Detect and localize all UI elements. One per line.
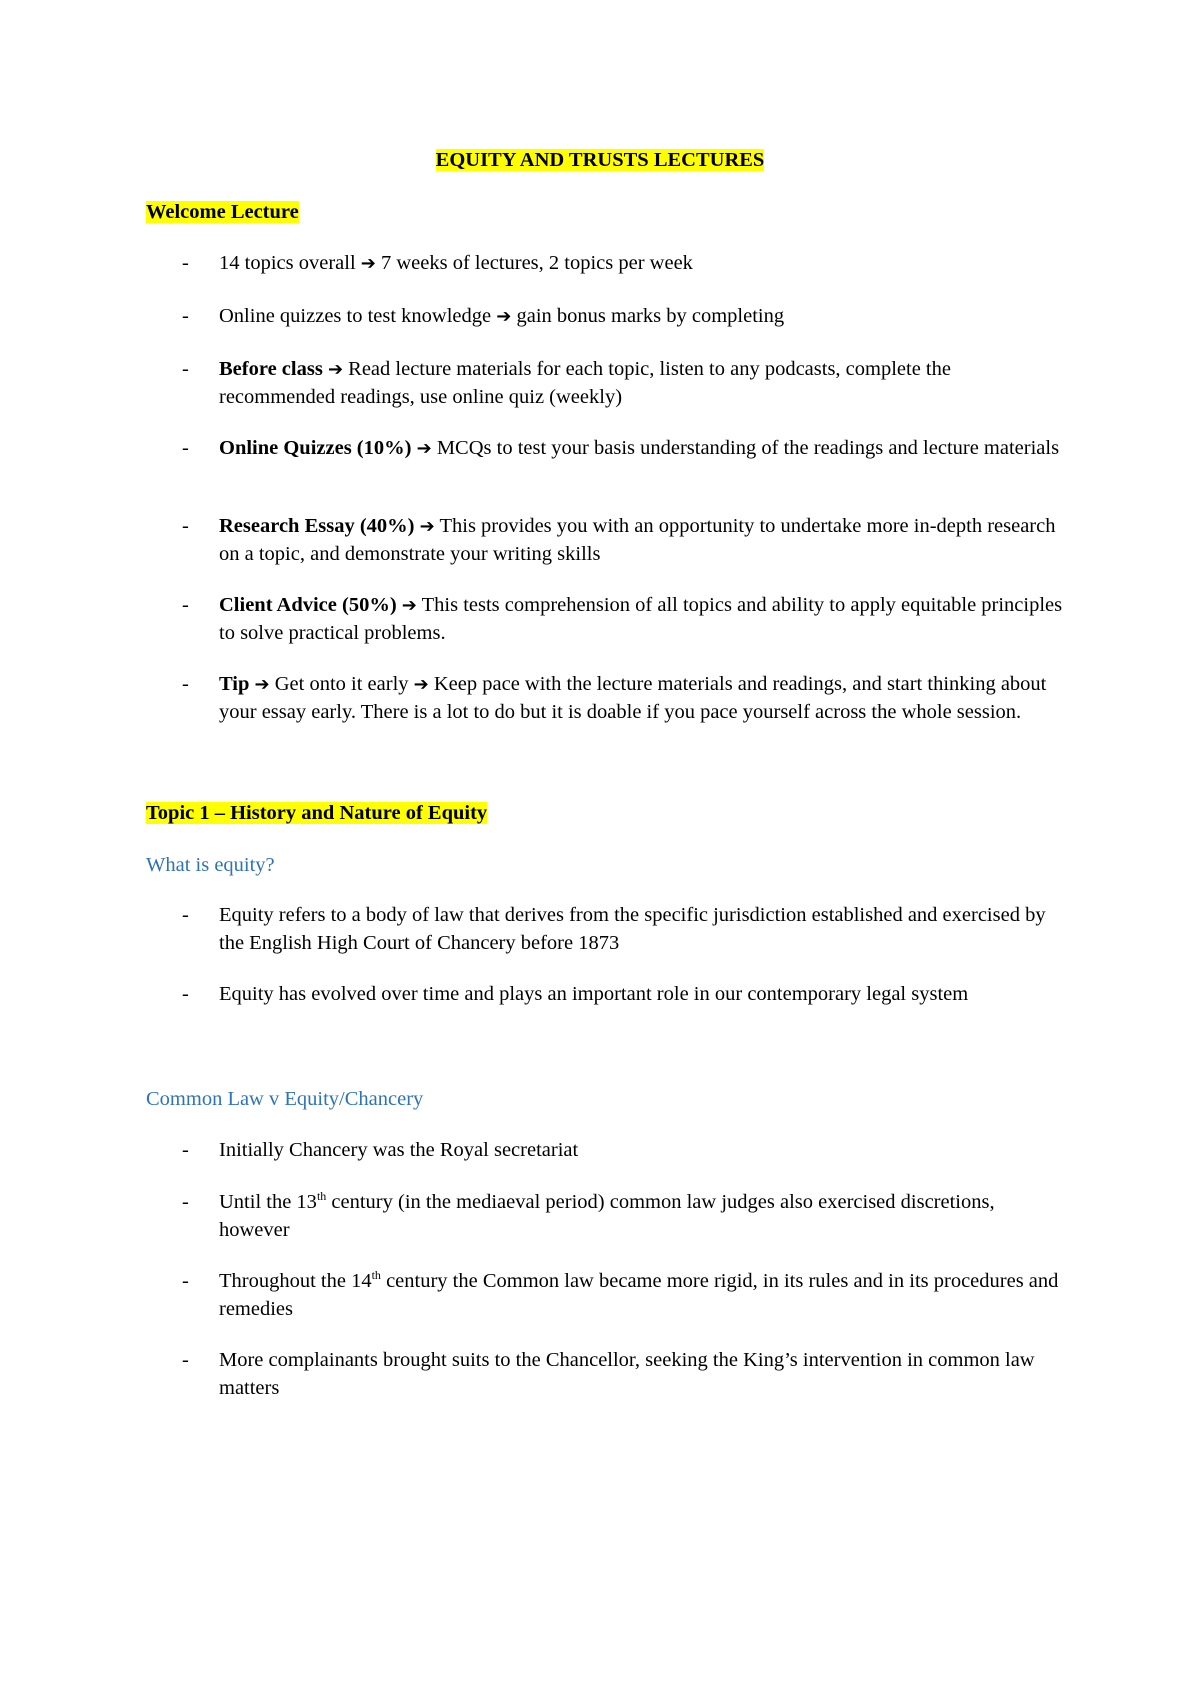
bullet-dash: -	[182, 252, 189, 274]
item-text: This provides you with an opportunity to undertake more in-depth research on a topic, and demonstrate your writing skills	[219, 515, 1056, 565]
list-item	[146, 513, 1066, 568]
bullet-dash: -	[182, 1139, 189, 1161]
bullet-dash: -	[182, 673, 189, 695]
topic1-heading-text: Topic 1 – History and Nature of Equity	[146, 802, 488, 824]
item-lead: Client Advice (50%)	[219, 594, 397, 616]
list-item	[146, 902, 1066, 957]
item-text: Keep pace with the lecture materials and readings, and start thinking about your essay early. There is a lot to do but it is doable if you pace yourself across the whole session.	[219, 673, 1047, 723]
arrow-icon: ➔	[401, 595, 417, 616]
item-text: Equity refers to a body of law that derives from the specific jurisdiction established and exercised by the English High Court of Chancery before 1873	[219, 904, 1046, 954]
item-text: Until the 13	[219, 1191, 317, 1213]
what-is-equity-heading: What is equity?	[146, 854, 275, 876]
item-text: Get onto it early	[274, 673, 409, 695]
arrow-icon: ➔	[360, 253, 376, 274]
item-text: century the Common law became more rigid, in its rules and in its procedures and remedies	[219, 1270, 1059, 1320]
arrow-icon: ➔	[496, 306, 512, 327]
bullet-dash: -	[182, 437, 189, 459]
bullet-dash: -	[182, 358, 189, 380]
document-title-text: EQUITY AND TRUSTS LECTURES	[435, 149, 765, 171]
item-text: 14 topics overall	[219, 252, 356, 274]
welcome-heading-text: Welcome Lecture	[146, 201, 299, 223]
arrow-icon: ➔	[413, 674, 429, 695]
list-item	[146, 435, 1066, 463]
bullet-dash: -	[182, 904, 189, 926]
arrow-icon: ➔	[327, 359, 344, 380]
bullet-dash: -	[182, 515, 189, 537]
item-text: Initially Chancery was the Royal secretariat	[219, 1139, 579, 1161]
item-text: 7 weeks of lectures, 2 topics per week	[380, 252, 693, 274]
item-text: Online quizzes to test knowledge	[219, 305, 492, 327]
list-item	[146, 356, 1066, 411]
list-item	[146, 250, 1066, 278]
ordinal-suffix: th	[371, 1268, 381, 1283]
list-item	[146, 981, 1066, 1009]
item-text: MCQs to test your basis understanding of the readings and lecture materials	[436, 437, 1060, 459]
list-item	[146, 1189, 1066, 1244]
item-text: Equity has evolved over time and plays an important role in our contemporary legal system	[219, 983, 969, 1005]
arrow-icon: ➔	[419, 516, 435, 537]
arrow-icon: ➔	[254, 674, 270, 695]
list-item	[146, 1347, 1066, 1402]
item-text: century (in the mediaeval period) common law judges also exercised discretions, however	[219, 1191, 995, 1241]
item-text: gain bonus marks by completing	[516, 305, 785, 327]
topic1-heading	[146, 799, 487, 827]
list-item	[146, 1268, 1066, 1323]
common-law-heading: Common Law v Equity/Chancery	[146, 1088, 424, 1110]
bullet-dash: -	[182, 594, 189, 616]
arrow-icon: ➔	[416, 438, 432, 459]
bullet-dash: -	[182, 1270, 189, 1292]
item-text: This tests comprehension of all topics and ability to apply equitable principles to solve practical problems.	[219, 594, 1063, 644]
item-lead: Before class	[219, 358, 323, 380]
item-text: Read lecture materials for each topic, listen to any podcasts, complete the recommended readings, use online quiz (weekly)	[219, 358, 951, 408]
list-item	[146, 303, 1066, 331]
bullet-dash: -	[182, 983, 189, 1005]
list-item	[146, 1137, 1066, 1165]
item-lead: Online Quizzes (10%)	[219, 437, 412, 459]
bullet-dash: -	[182, 1191, 189, 1213]
item-lead: Tip	[219, 673, 250, 695]
item-lead: Research Essay (40%)	[219, 515, 415, 537]
item-text: Throughout the 14	[219, 1270, 372, 1292]
list-item	[146, 592, 1066, 647]
bullet-dash: -	[182, 305, 189, 327]
item-text: More complainants brought suits to the Chancellor, seeking the King’s intervention in common law matters	[219, 1349, 1035, 1399]
welcome-heading	[146, 198, 299, 226]
ordinal-suffix: th	[316, 1189, 327, 1204]
bullet-dash: -	[182, 1349, 189, 1371]
document-title	[0, 146, 1200, 174]
list-item	[146, 671, 1066, 726]
